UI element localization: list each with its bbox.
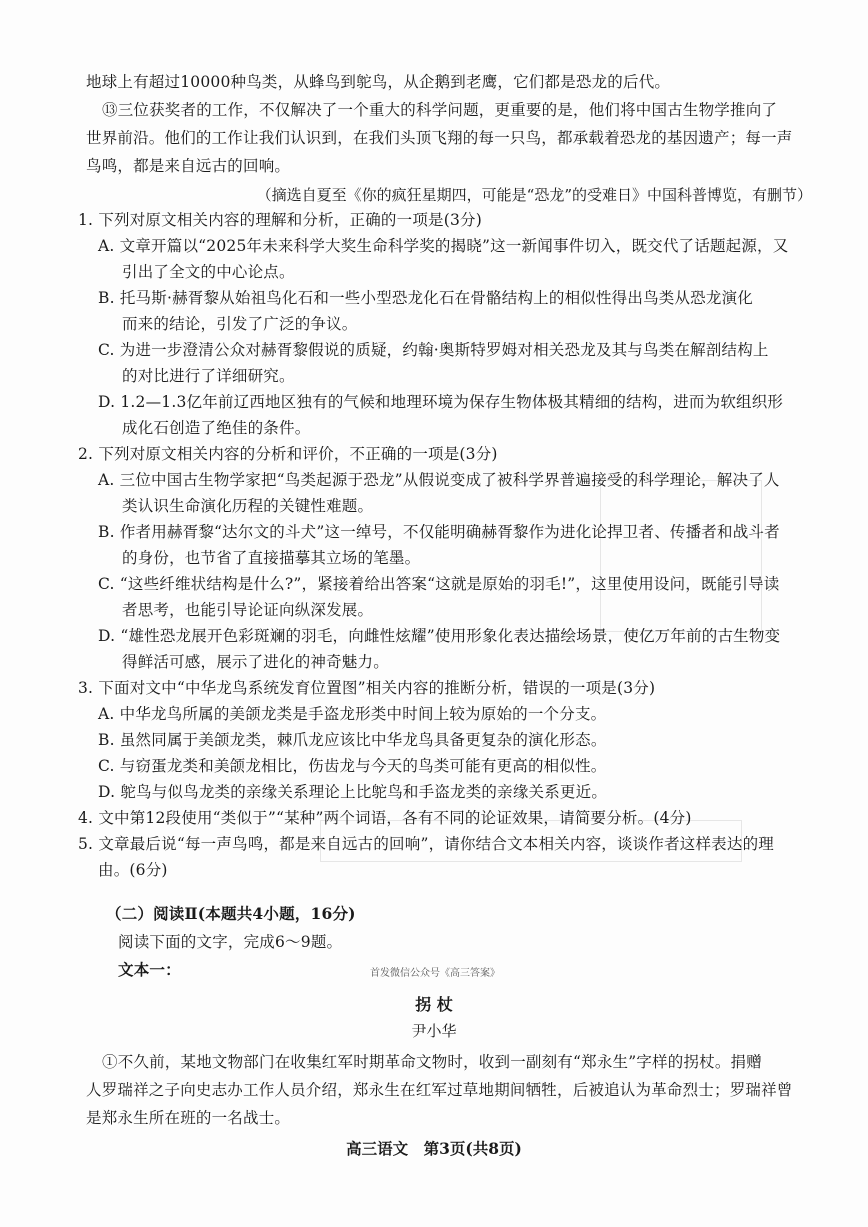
story-para-1-line-2: 人罗瑞祥之子向史志办工作人员介绍，郑永生在红军过草地期间牺牲，后被追认为革命烈士；罗瑞祥曾	[86, 1081, 793, 1099]
q1-option-a-line-2: 引出了全文的中心论点。	[122, 263, 295, 281]
q2-option-c-line-1: C. “这些纤维状结构是什么?”，紧接着给出答案“这就是原始的羽毛!”，这里使用设问，既能引导读	[98, 575, 780, 593]
story-title: 拐 杖	[415, 995, 453, 1014]
q2-option-b-line-2: 的身份，也节省了直接描摹其立场的笔墨。	[122, 549, 421, 567]
text-1-label: 文本一：	[118, 960, 181, 979]
story-para-1-line-3: 是郑永生所在班的一名战士。	[86, 1109, 291, 1127]
q3-option-a: A. 中华龙鸟所属的美颌龙类是手盗龙形类中时间上较为原始的一个分支。	[98, 705, 607, 723]
q2-option-a-line-2: 类认识生命演化历程的关键性难题。	[122, 497, 374, 515]
q2-option-b-line-1: B. 作者用赫胥黎“达尔文的斗犬”这一绰号，不仅能明确赫胥黎作为进化论捍卫者、传播者和战斗者	[98, 523, 780, 541]
q1-option-b-line-1: B. 托马斯·赫胥黎从始祖鸟化石和一些小型恐龙化石在骨骼结构上的相似性得出鸟类从恐龙演化	[98, 289, 753, 307]
question-4: 4. 文中第12段使用“类似于”“某种”两个词语，各有不同的论证效果，请简要分析。(4分)	[78, 809, 692, 827]
q1-option-c-line-2: 的对比进行了详细研究。	[122, 367, 295, 385]
question-5-line-1: 5. 文章最后说“每一声鸟鸣，都是来自远古的回响”，请你结合文本相关内容，谈谈作者这样表达的理	[78, 835, 774, 853]
story-author: 尹小华	[411, 1022, 457, 1040]
article-source: （摘选自夏至《你的疯狂星期四，可能是“恐龙”的受难日》中国科普博览，有删节）	[256, 186, 812, 204]
q1-option-a-line-1: A. 文章开篇以“2025年未来科学大奖生命科学奖的揭晓”这一新闻事件切入，既交代了话题起源，又	[98, 237, 789, 255]
q1-option-c-line-1: C. 为进一步澄清公众对赫胥黎假说的质疑，约翰·奥斯特罗姆对相关恐龙及其与鸟类在解剖结构上	[98, 341, 769, 359]
bleed-through-frame	[600, 480, 762, 632]
story-para-1-line-1: ①不久前，某地文物部门在收集红军时期革命文物时，收到一副刻有“郑永生”字样的拐杖。捐赠	[102, 1053, 762, 1071]
para13-line-3: 鸟鸣，都是来自远古的回响。	[86, 157, 291, 175]
q2-option-a-line-1: A. 三位中国古生物学家把“鸟类起源于恐龙”从假说变成了被科学界普遍接受的科学理论，解决了人	[98, 471, 780, 489]
q2-option-c-line-2: 者思考，也能引导论证向纵深发展。	[122, 601, 374, 619]
intro-line: 地球上有超过10000种鸟类，从蜂鸟到鸵鸟，从企鹅到老鹰，它们都是恐龙的后代。	[86, 73, 671, 91]
para13-line-2: 世界前沿。他们的工作让我们认识到，在我们头顶飞翔的每一只鸟，都承载着恐龙的基因遗产；每一声	[86, 129, 793, 147]
q3-option-c: C. 与窃蛋龙类和美颌龙相比，伤齿龙与今天的鸟类可能有更高的相似性。	[98, 757, 607, 775]
q3-option-b: B. 虽然同属于美颌龙类，棘爪龙应该比中华龙鸟具备更复杂的演化形态。	[98, 731, 607, 749]
q3-option-d: D. 鸵鸟与似鸟龙类的亲缘关系理论上比鸵鸟和手盗龙类的亲缘关系更近。	[98, 783, 608, 801]
section-2-heading: （二）阅读Ⅱ(本题共4小题，16分)	[106, 904, 356, 923]
watermark-text: 首发微信公众号《高三答案》	[370, 968, 500, 979]
question-2: 2. 下列对原文相关内容的分析和评价，不正确的一项是(3分)	[78, 445, 498, 463]
para13-line-1: ⑬三位获奖者的工作，不仅解决了一个重大的科学问题，更重要的是，他们将中国古生物学推向了	[102, 101, 778, 119]
section-2-instruction: 阅读下面的文字，完成6～9题。	[118, 933, 343, 951]
q2-option-d-line-2: 得鲜活可感，展示了进化的神奇魅力。	[122, 653, 389, 671]
q1-option-d-line-2: 成化石创造了绝佳的条件。	[122, 419, 311, 437]
question-1: 1. 下列对原文相关内容的理解和分析，正确的一项是(3分)	[78, 211, 482, 229]
page-footer: 高三语文 第3页(共8页)	[346, 1139, 522, 1158]
q1-option-d-line-1: D. 1.2—1.3亿年前辽西地区独有的气候和地理环境为保存生物体极其精细的结构，进而为软组织形	[98, 393, 784, 411]
question-3: 3. 下面对文中“中华龙鸟系统发育位置图”相关内容的推断分析，错误的一项是(3分)	[78, 679, 656, 697]
question-5-line-2: 由。(6分)	[98, 861, 168, 879]
q1-option-b-line-2: 而来的结论，引发了广泛的争议。	[122, 315, 358, 333]
q2-option-d-line-1: D. “雄性恐龙展开色彩斑斓的羽毛，向雌性炫耀”使用形象化表达描绘场景，使亿万年前的古生物变	[98, 627, 781, 645]
